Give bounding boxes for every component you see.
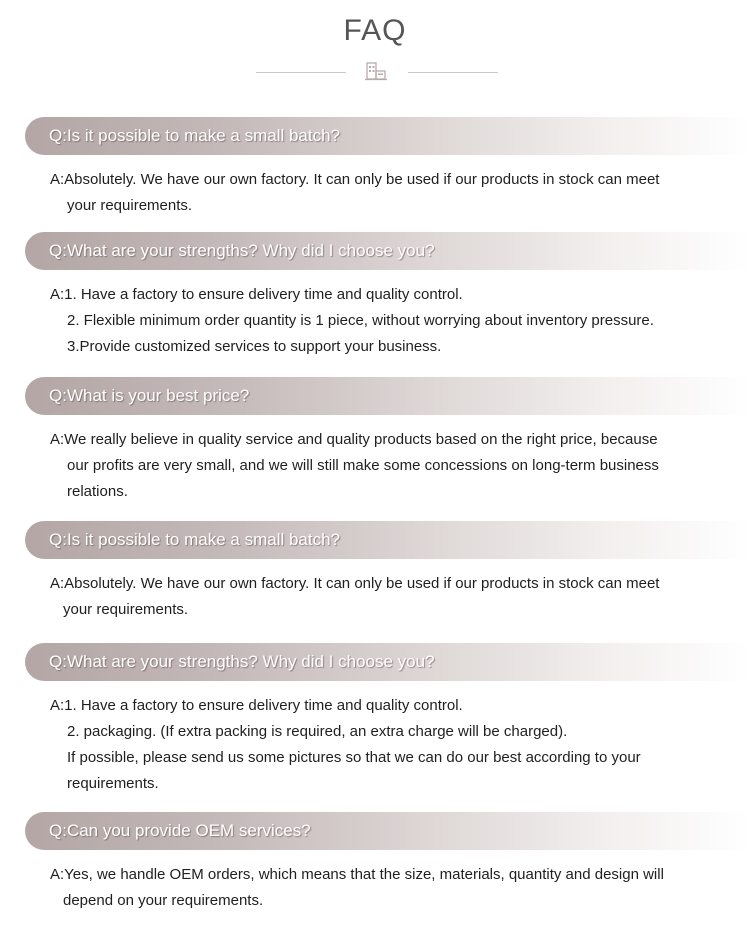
answer-line: A:Yes, we handle OEM orders, which means that the size, materials, quantity and design will [50,866,664,883]
faq-answer [50,427,740,505]
faq-question: Q:What is your best price? [49,386,250,405]
answer-line: A:Absolutely. We have our own factory. It can only be used if our products in stock can meet [50,171,660,188]
faq-question-bar [25,377,750,415]
answer-line: A:1. Have a factory to ensure delivery time and quality control. [50,697,463,714]
answer-line: 2. Flexible minimum order quantity is 1 piece, without worrying about inventory pressure. [67,312,654,329]
page-title: FAQ [343,14,407,47]
answer-line: our profits are very small, and we will still make some concessions on long-term business [67,457,659,474]
answer-line: your requirements. [63,601,189,618]
answer-line: your requirements. [67,197,193,214]
faq-question: Q:Is it possible to make a small batch? [49,126,341,145]
faq-answer [50,167,740,219]
answer-line: A:1. Have a factory to ensure delivery time and quality control. [50,286,463,303]
answer-line: If possible, please send us some pictures so that we can do our best according to your [67,749,641,766]
building-icon [364,61,388,81]
answer-line: relations. [67,483,128,500]
answer-line: depend on your requirements. [63,892,264,909]
title-divider-left [256,72,346,73]
faq-question-bar [25,643,750,681]
faq-question-bar [25,521,750,559]
faq-question: Q:Is it possible to make a small batch? [49,530,341,549]
faq-question: Q:What are your strengths? Why did I choose you? [49,652,435,671]
faq-question-bar [25,812,750,850]
answer-line: A:Absolutely. We have our own factory. It can only be used if our products in stock can meet [50,575,660,592]
faq-question: Q:Can you provide OEM services? [49,821,311,840]
faq-question: Q:What are your strengths? Why did I choose you? [49,241,435,260]
answer-line: 2. packaging. (If extra packing is required, an extra charge will be charged). [67,723,568,740]
answer-line: 3.Provide customized services to support your business. [67,338,442,355]
title-divider-right [408,72,498,73]
faq-answer [50,282,740,360]
faq-answer [50,862,740,914]
faq-answer [50,693,740,797]
answer-line: A:We really believe in quality service and quality products based on the right price, because [50,431,658,448]
answer-line: requirements. [67,775,159,792]
faq-answer [50,571,740,623]
faq-question-bar [25,117,750,155]
faq-question-bar [25,232,750,270]
